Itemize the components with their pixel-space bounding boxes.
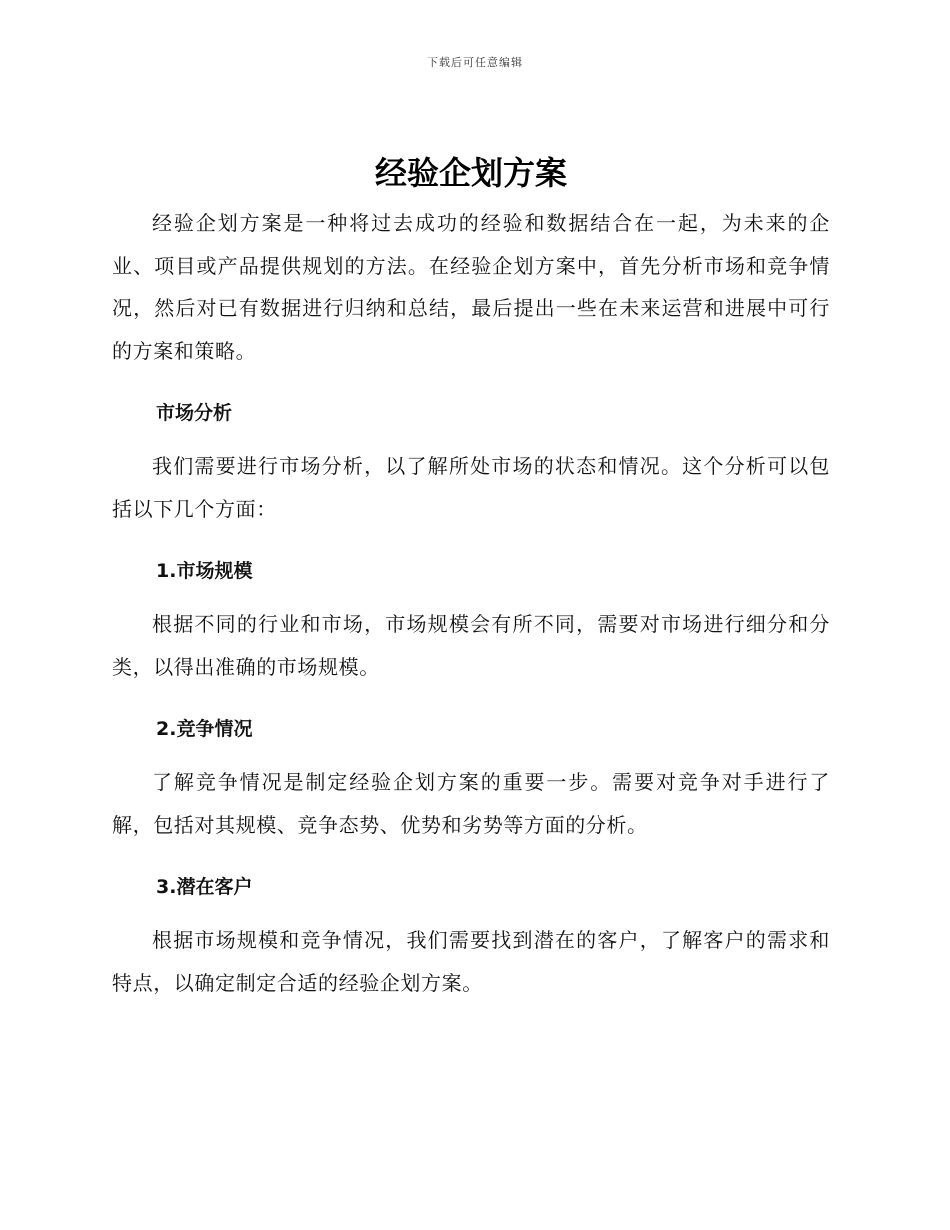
section-paragraph-market-size: 根据不同的行业和市场，市场规模会有所不同，需要对市场进行细分和分类，以得出准确的市场规模。 [112, 612, 830, 679]
section-heading-market-size: 1.市场规模 [156, 560, 253, 582]
intro-paragraph: 经验企划方案是一种将过去成功的经验和数据结合在一起，为未来的企业、项目或产品提供规划的方法。在经验企划方案中，首先分析市场和竞争情况，然后对已有数据进行归纳和总结，最后提出一些在未来运营和进展中可行的方案和策略。 [112, 211, 830, 363]
section-paragraph-competition: 了解竞争情况是制定经验企划方案的重要一步。需要对竞争对手进行了解，包括对其规模、竞争态势、优势和劣势等方面的分析。 [112, 770, 830, 837]
section-heading-competition: 2.竞争情况 [156, 718, 253, 740]
section-paragraph-market-analysis: 我们需要进行市场分析，以了解所处市场的状态和情况。这个分析可以包括以下几个方面： [112, 454, 830, 521]
document-body [112, 150, 830, 1004]
header-note: 下载后可任意编辑 [427, 56, 523, 69]
section-heading-market-analysis: 市场分析 [156, 402, 233, 424]
section-paragraph-potential-customers: 根据市场规模和竞争情况，我们需要找到潜在的客户，了解客户的需求和特点，以确定制定合适的经验企划方案。 [112, 928, 830, 995]
section-heading-potential-customers: 3.潜在客户 [156, 876, 253, 898]
document-title: 经验企划方案 [374, 154, 567, 192]
